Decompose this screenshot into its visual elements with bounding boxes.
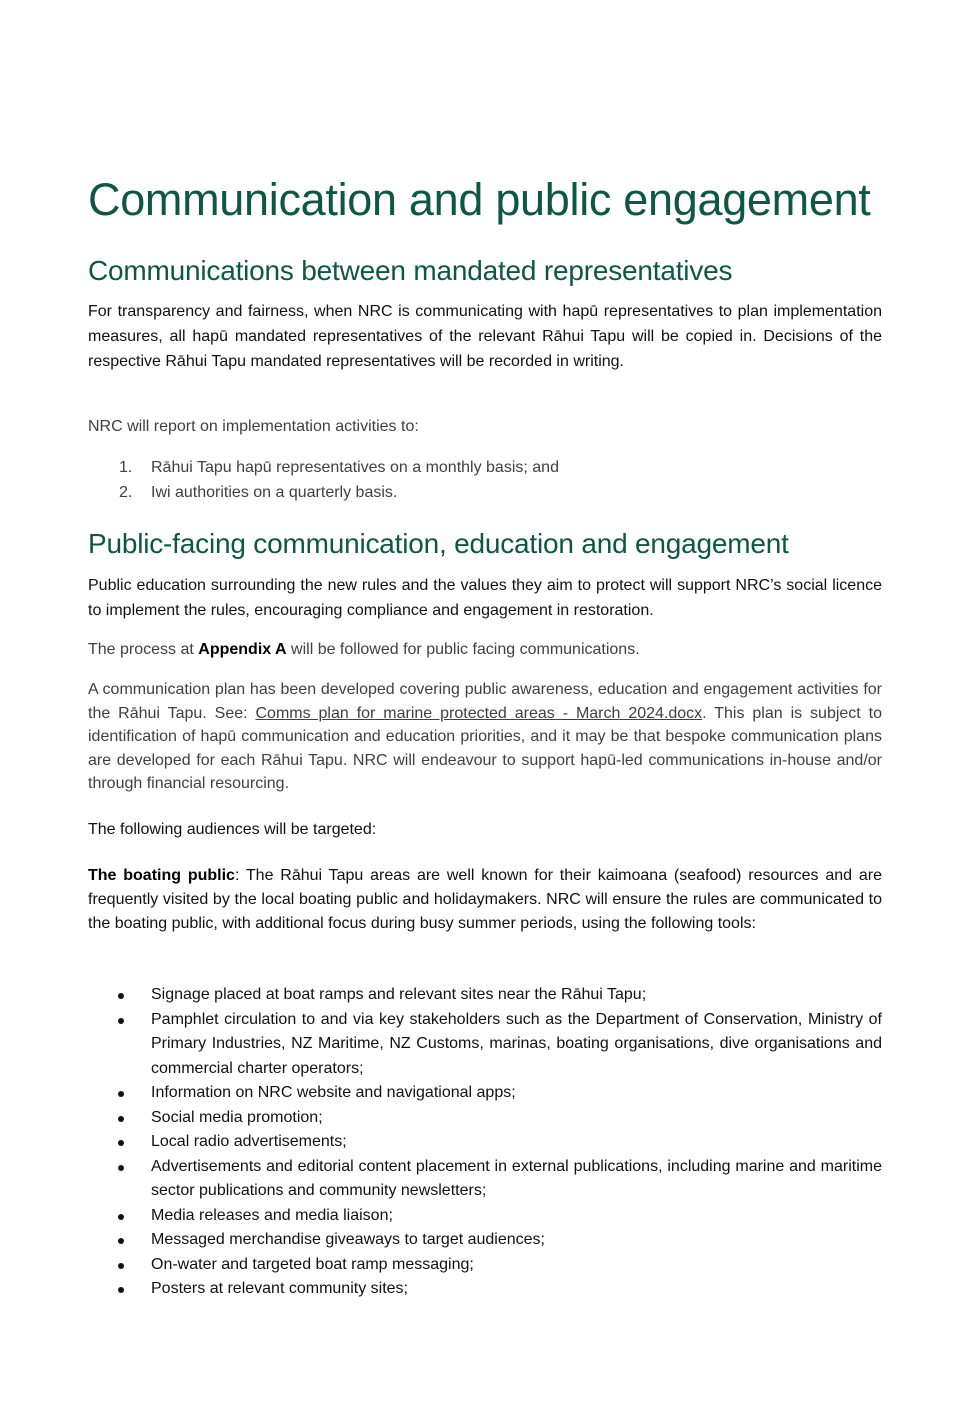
list-item: Signage placed at boat ramps and relevant sites near the Rāhui Tapu; bbox=[88, 983, 882, 1008]
list-item: On-water and targeted boat ramp messaging; bbox=[88, 1253, 882, 1278]
bullet-icon bbox=[118, 1140, 124, 1146]
bullet-icon bbox=[118, 1214, 124, 1220]
appendix-a-reference: Appendix A bbox=[198, 641, 287, 658]
paragraph-public-education: Public education surrounding the new rules and the values they aim to protect will support NRC’s social licence to implement the rules, encouraging compliance and engagement in restoration. bbox=[88, 577, 882, 619]
paragraph-boating-public: The boating public: The Rāhui Tapu areas are well known for their kaimoana (seafood) resources and are frequently visited by the local boating public and holidaymakers. NRC will ensure the rules are communicated to the boating public, with additional focus during busy summer periods, using the following tools: bbox=[88, 867, 882, 932]
bullet-icon bbox=[118, 1018, 124, 1024]
section-heading-mandated-representatives: Communications between mandated representatives bbox=[88, 255, 733, 286]
bullet-icon bbox=[118, 1238, 124, 1244]
paragraph-comms-plan: A communication plan has been developed covering public awareness, education and engagement activities for the Rāhui Tapu. See: Comms plan for marine protected areas - March 2024.docx. This plan is subject to identification of hapū communication and education priorities, and it may be that bespoke communication plans are developed for each Rāhui Tapu. NRC will endeavour to support hapū-led communications in-house and/or through financial resourcing. bbox=[88, 681, 883, 792]
numbered-list-reporting bbox=[88, 455, 882, 505]
list-item: Advertisements and editorial content placement in external publications, including marine and maritime sector publications and community newsletters; bbox=[88, 1155, 882, 1204]
bullet-icon bbox=[118, 1263, 124, 1269]
list-item: Pamphlet circulation to and via key stakeholders such as the Department of Conservation, Ministry of Primary Industries, NZ Maritime, NZ Customs, marinas, boating organisations, dive organisations and commercial charter operators; bbox=[88, 1008, 882, 1082]
boating-public-label: The boating public bbox=[88, 867, 235, 884]
bullet-icon bbox=[118, 1165, 124, 1171]
paragraph-report-intro: NRC will report on implementation activities to: bbox=[88, 418, 419, 435]
bullet-list-tools bbox=[88, 983, 882, 1302]
bullet-icon bbox=[118, 1287, 124, 1293]
bullet-icon bbox=[118, 1116, 124, 1122]
bullet-icon bbox=[118, 993, 124, 999]
list-item: 1. Rāhui Tapu hapū representatives on a monthly basis; and bbox=[119, 459, 559, 476]
list-item: Media releases and media liaison; bbox=[88, 1204, 882, 1229]
list-item: Messaged merchandise giveaways to target audiences; bbox=[88, 1228, 882, 1253]
comms-plan-link[interactable]: Comms plan for marine protected areas - March 2024.docx bbox=[255, 704, 703, 722]
list-item: Posters at relevant community sites; bbox=[88, 1277, 882, 1302]
list-item: Information on NRC website and navigational apps; bbox=[88, 1081, 882, 1106]
list-item: Local radio advertisements; bbox=[88, 1130, 882, 1155]
section-heading-public-facing: Public-facing communication, education and engagement bbox=[88, 528, 789, 559]
paragraph-transparency: For transparency and fairness, when NRC is communicating with hapū representatives to plan implementation measures, all hapū mandated representatives of the relevant Rāhui Tapu will be copied in. Decisions of the respective Rāhui Tapu mandated representatives will be recorded in writing. bbox=[88, 303, 882, 370]
paragraph-appendix-process: The process at Appendix A will be followed for public facing communications. bbox=[88, 641, 640, 658]
list-item: Social media promotion; bbox=[88, 1106, 882, 1131]
bullet-icon bbox=[118, 1091, 124, 1097]
paragraph-audiences-intro: The following audiences will be targeted: bbox=[88, 821, 377, 838]
list-item: 2. Iwi authorities on a quarterly basis. bbox=[119, 484, 398, 501]
page-title: Communication and public engagement bbox=[88, 174, 871, 225]
